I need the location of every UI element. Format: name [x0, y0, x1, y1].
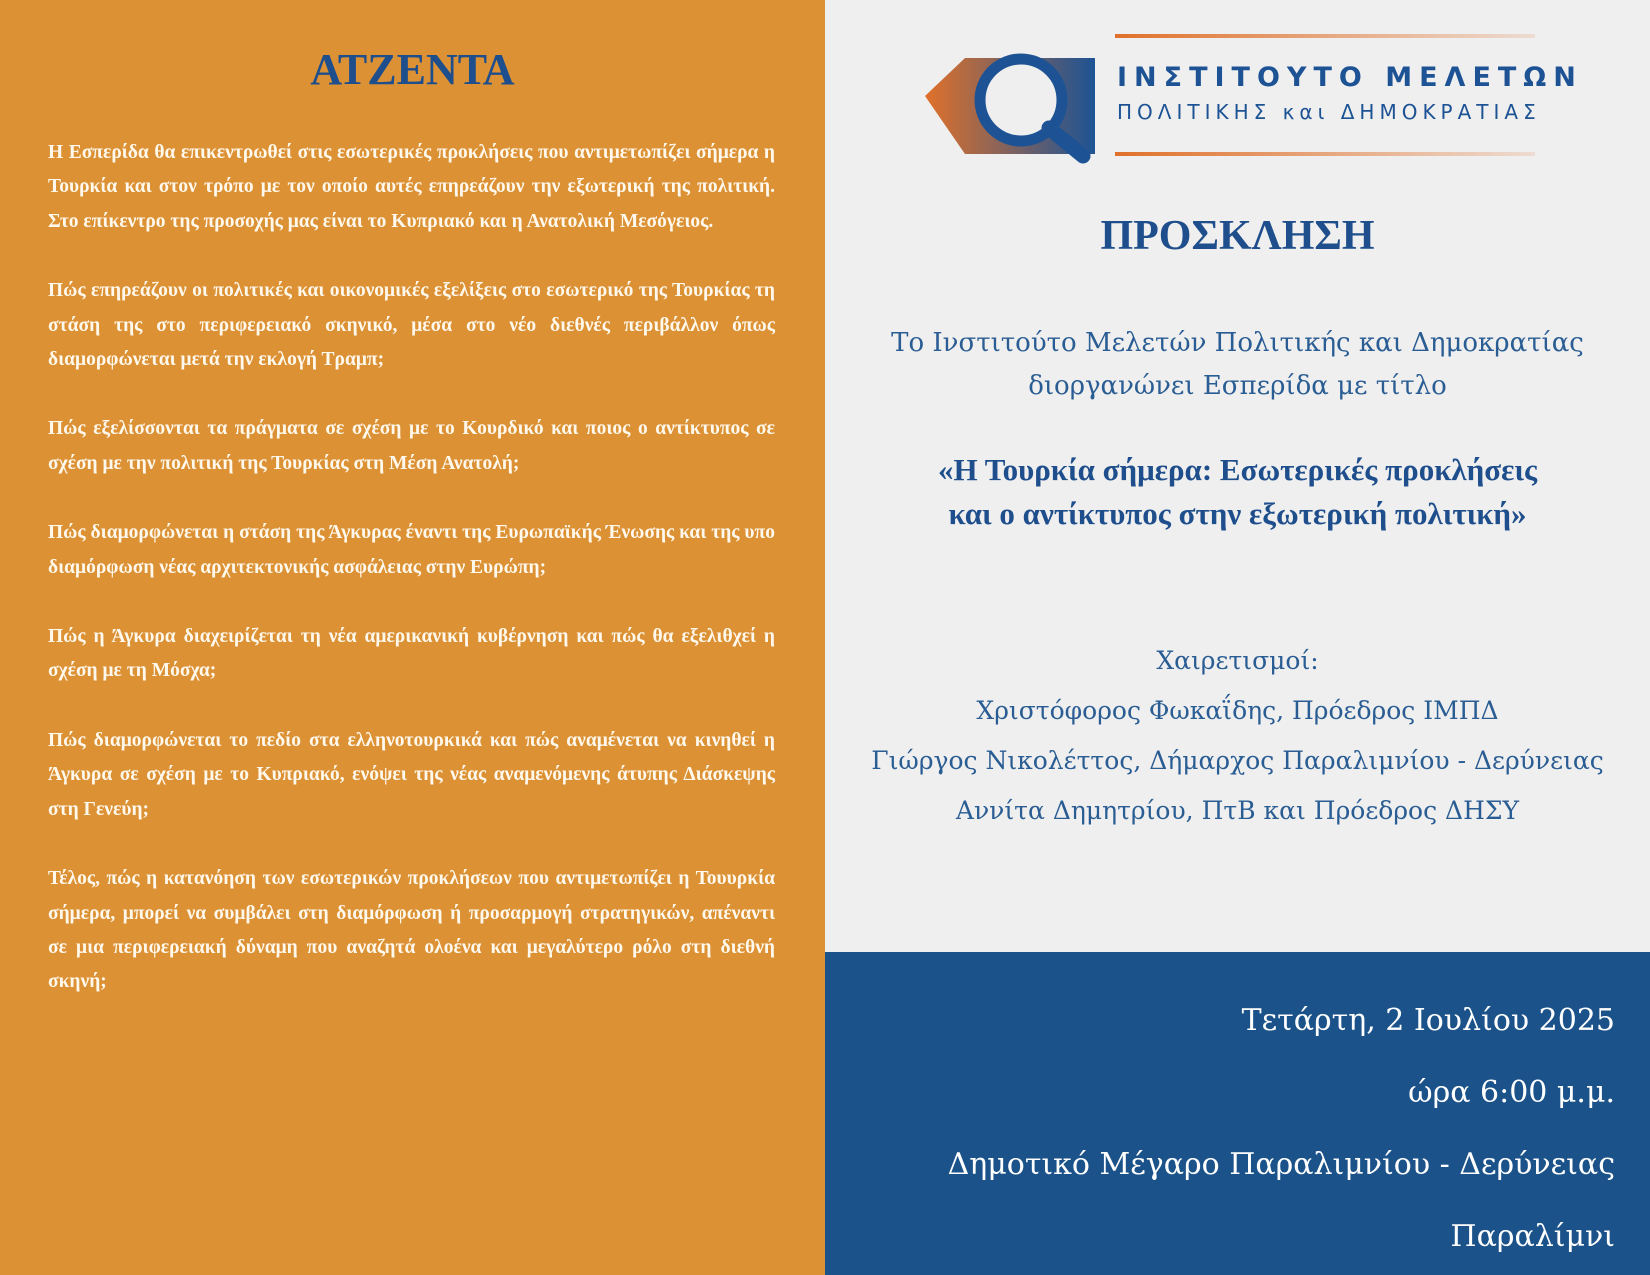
greetings: [825, 636, 1650, 836]
greetings-label: Χαιρετισμοί:: [1156, 646, 1319, 675]
logo-top-rule: [1115, 34, 1535, 38]
event-info: [825, 985, 1615, 1273]
agenda-item: Πώς εξελίσσονται τα πράγματα σε σχέση με το Κουρδικό και ποιος ο αντίκτυπος σε σχέση με την πολιτική της Τουρκίας στη Μέση Ανατολή;: [48, 418, 775, 474]
event-title: [835, 448, 1640, 536]
speaker: Χριστόφορος Φωκαΐδης, Πρόεδρος ΙΜΠΔ: [976, 696, 1499, 725]
agenda-item: Πώς επηρεάζουν οι πολιτικές και οικονομικές εξελίξεις στο εσωτερικό της Τουρκίας τη στάση της στο περιφερειακό σκηνικό, μέσα στο νέο διεθνές περιβάλλον όπως διαμορφώνεται μετά την εκλογή Τραμπ;: [48, 280, 775, 371]
intro-line: διοργανώνει Εσπερίδα με τίτλο: [1028, 371, 1447, 401]
agenda-item: Πώς διαμορφώνεται η στάση της Άγκυρας έναντι της Ευρωπαϊκής Ένωσης και της υπο διαμόρφωση νέας αρχιτεκτονικής ασφάλειας στην Ευρώπη;: [48, 522, 775, 578]
agenda-list: [48, 136, 775, 1035]
invitation-intro: [825, 322, 1650, 408]
event-title-line: «Η Τουρκία σήμερα: Εσωτερικές προκλήσεις: [937, 452, 1538, 487]
agenda-item: Η Εσπερίδα θα επικεντρωθεί στις εσωτερικές προκλήσεις που αντιμετωπίζει σήμερα η Τουρκία και στον τρόπο με τον οποίο αυτές επηρεάζουν την εξωτερική της πολιτική. Στο επίκεντρο της προσοχής μας είναι το Κυπριακό και η Ανατολική Μεσόγειος.: [48, 142, 775, 232]
agenda-item: Τέλος, πώς η κατανόηση των εσωτερικών προκλήσεων που αντιμετωπίζει η Τουυρκία σήμερα, μπορεί να συμβάλει στη διαμόρφωση ή προσαρμογή στρατηγικών, απέναντι σε μια περιφερειακή δύναμη που αναζητά ολοένα και μεγαλύτερο ρόλο στη διεθνή σκηνή;: [48, 868, 775, 993]
agenda-item: Πώς διαμορφώνεται το πεδίο στα ελληνοτουρκικά και πώς αναμένεται να κινηθεί η Άγκυρα σε σχέση με το Κυπριακό, ενόψει της νέας αναμενόμενης άτυπης Διάσκεψης στη Γενεύη;: [48, 729, 775, 820]
logo-bottom-rule: [1115, 152, 1535, 156]
event-venue: Δημοτικό Μέγαρο Παραλιμνίου - Δερύνειας: [947, 1147, 1615, 1182]
event-date: Τετάρτη, 2 Ιουλίου 2025: [1241, 1003, 1615, 1038]
agenda-title: ΑΤΖΕΝΤΑ: [310, 45, 515, 94]
logo-subtitle: ΠΟΛΙΤΙΚΗΣ και ΔΗΜΟΚΡΑΤΙΑΣ: [1117, 100, 1541, 124]
intro-line: Το Ινστιτούτο Μελετών Πολιτικής και Δημοκρατίας: [891, 328, 1584, 358]
event-town: Παραλίμνι: [1450, 1219, 1615, 1254]
institute-logo: [925, 30, 1555, 165]
event-title-line: και ο αντίκτυπος στην εξωτερική πολιτική»: [948, 496, 1527, 531]
event-time: ώρα 6:00 μ.μ.: [1408, 1075, 1615, 1110]
invitation-title: ΠΡΟΣΚΛΗΣΗ: [1100, 213, 1375, 259]
agenda-item: Πώς η Άγκυρα διαχειρίζεται τη νέα αμερικανική κυβέρνηση και πώς θα εξελιθχεί η σχέση με τη Μόσχα;: [48, 626, 775, 682]
logo-title: ΙΝΣΤΙΤΟΥΤΟ ΜΕΛΕΤΩΝ: [1117, 62, 1583, 93]
speaker: Γιώργος Νικολέττος, Δήμαρχος Παραλιμνίου - Δερύνειας: [871, 746, 1604, 775]
speaker: Αννίτα Δημητρίου, ΠτΒ και Πρόεδρος ΔΗΣΥ: [955, 796, 1520, 825]
